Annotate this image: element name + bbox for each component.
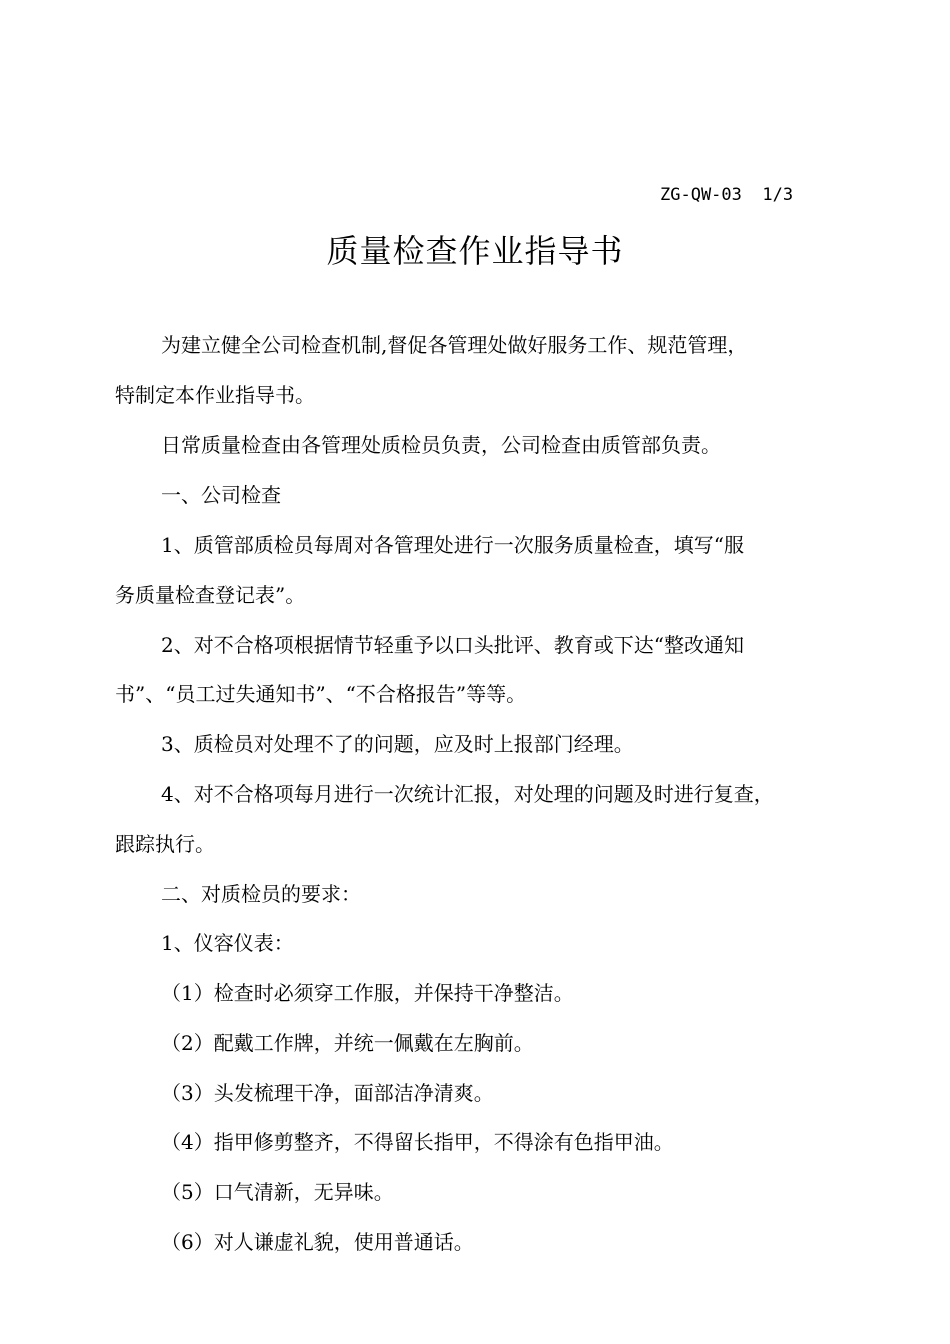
appearance-item-3: （3）头发梳理干净，面部洁净清爽。 [161,1081,494,1105]
appearance-item-2: （2）配戴工作牌，并统一佩戴在左胸前。 [161,1031,534,1055]
document-code: ZG-QW-03 1/3 [660,185,794,205]
section-1-item-3: 3、质检员对处理不了的问题，应及时上报部门经理。 [161,732,634,756]
section-1-item-2-line-1: 2、对不合格项根据情节轻重予以口头批评、教育或下达“整改通知 [161,633,744,657]
section-1-item-1-line-2: 务质量检查登记表”。 [115,583,306,607]
appearance-item-5: （5）口气清新，无异味。 [161,1180,394,1204]
intro-paragraph-line-2: 特制定本作业指导书。 [115,383,315,407]
intro-paragraph-line-1: 为建立健全公司检查机制,督促各管理处做好服务工作、规范管理， [161,333,748,357]
appearance-item-6: （6）对人谦虚礼貌，使用普通话。 [161,1230,474,1254]
appearance-item-4: （4）指甲修剪整齐，不得留长指甲，不得涂有色指甲油。 [161,1130,674,1154]
daily-check-paragraph: 日常质量检查由各管理处质检员负责，公司检查由质管部负责。 [161,433,721,457]
section-1-item-4-line-1: 4、对不合格项每月进行一次统计汇报，对处理的问题及时进行复查， [161,782,774,806]
document-title: 质量检查作业指导书 [326,232,624,270]
section-1-heading: 一、公司检查 [161,483,281,507]
appearance-item-1: （1）检查时必须穿工作服，并保持干净整洁。 [161,981,574,1005]
section-1-item-1-line-1: 1、质管部质检员每周对各管理处进行一次服务质量检查，填写“服 [161,533,744,557]
section-1-item-2-line-2: 书”、“员工过失通知书”、“不合格报告”等等。 [115,682,527,706]
section-2-subheading-1: 1、仪容仪表： [161,931,294,955]
section-2-heading: 二、对质检员的要求： [161,882,361,906]
section-1-item-4-line-2: 跟踪执行。 [115,832,215,856]
